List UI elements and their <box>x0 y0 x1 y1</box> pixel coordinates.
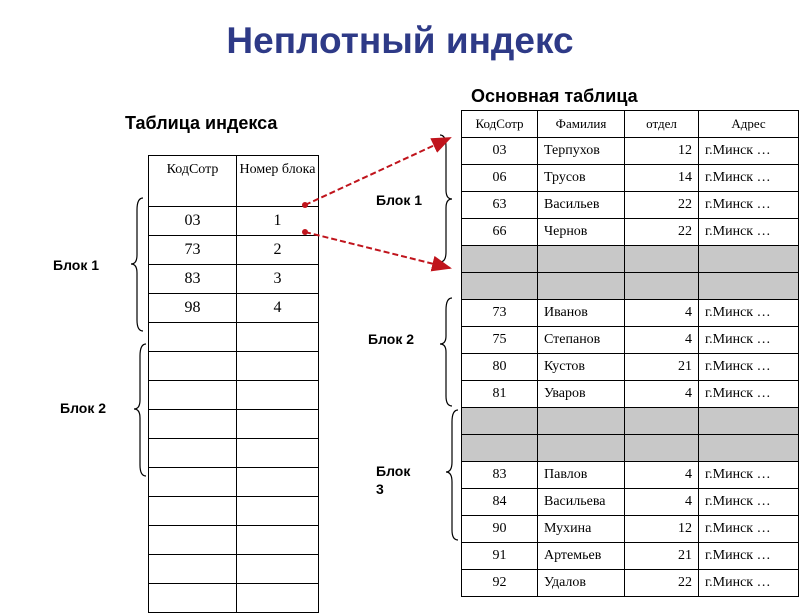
main-cell: Васильева <box>538 489 625 516</box>
index-block-1-label: Блок 1 <box>53 257 100 273</box>
main-cell: 80 <box>462 354 538 381</box>
index-block-2-label: Блок 2 <box>60 400 107 416</box>
main-cell: 14 <box>625 165 699 192</box>
main-cell: 4 <box>625 300 699 327</box>
index-cell: 73 <box>149 236 237 265</box>
main-cell: Кустов <box>538 354 625 381</box>
main-cell: г.Минск … <box>699 462 799 489</box>
index-header-1: Номер блока <box>237 156 319 207</box>
main-cell: 63 <box>462 192 538 219</box>
main-cell: 4 <box>625 462 699 489</box>
main-cell: 12 <box>625 516 699 543</box>
main-cell: г.Минск … <box>699 327 799 354</box>
main-cell: Удалов <box>538 570 625 597</box>
main-cell: 73 <box>462 300 538 327</box>
main-cell: 21 <box>625 354 699 381</box>
main-cell: Уваров <box>538 381 625 408</box>
index-cell: 3 <box>237 265 319 294</box>
main-cell: 21 <box>625 543 699 570</box>
main-cell: 75 <box>462 327 538 354</box>
main-cell: Трусов <box>538 165 625 192</box>
main-cell: г.Минск … <box>699 192 799 219</box>
main-cell: Степанов <box>538 327 625 354</box>
main-header-0: КодСотр <box>462 111 538 138</box>
main-cell: г.Минск … <box>699 300 799 327</box>
main-block-2-brace <box>440 298 452 406</box>
main-block-3-brace <box>446 410 458 540</box>
main-table-caption: Основная таблица <box>471 86 638 106</box>
main-cell: г.Минск … <box>699 138 799 165</box>
main-cell: 22 <box>625 219 699 246</box>
main-block-1-brace <box>440 135 452 262</box>
main-cell: 92 <box>462 570 538 597</box>
index-cell: 4 <box>237 294 319 323</box>
arrow-block-1 <box>305 138 450 205</box>
main-block-1-label: Блок 1 <box>376 192 423 208</box>
main-cell: 90 <box>462 516 538 543</box>
index-cell: 98 <box>149 294 237 323</box>
arrow-block-2 <box>305 232 450 268</box>
main-cell: г.Минск … <box>699 516 799 543</box>
index-block-1-brace <box>131 198 143 331</box>
index-header-0: КодСотр <box>149 156 237 207</box>
main-cell: г.Минск … <box>699 354 799 381</box>
main-header-2: отдел <box>625 111 699 138</box>
main-cell: Мухина <box>538 516 625 543</box>
main-cell: 22 <box>625 192 699 219</box>
main-cell: 4 <box>625 327 699 354</box>
main-cell: 22 <box>625 570 699 597</box>
main-cell: 06 <box>462 165 538 192</box>
page-title: Неплотный индекс <box>226 20 574 61</box>
main-cell: 66 <box>462 219 538 246</box>
main-cell: Артемьев <box>538 543 625 570</box>
main-block-3-text: Блок 3 <box>376 463 411 497</box>
main-cell: 81 <box>462 381 538 408</box>
main-cell: Чернов <box>538 219 625 246</box>
main-cell: Павлов <box>538 462 625 489</box>
main-block-2-label: Блок 2 <box>368 331 415 347</box>
index-cell: 2 <box>237 236 319 265</box>
main-cell: 03 <box>462 138 538 165</box>
index-table-caption: Таблица индекса <box>125 113 278 133</box>
arrow-origin-1 <box>302 202 308 208</box>
index-block-2-brace <box>134 344 146 476</box>
main-header-3: Адрес <box>699 111 799 138</box>
main-cell: г.Минск … <box>699 219 799 246</box>
main-cell: г.Минск … <box>699 165 799 192</box>
main-cell: 91 <box>462 543 538 570</box>
main-cell: Терпухов <box>538 138 625 165</box>
main-cell: Иванов <box>538 300 625 327</box>
main-cell: 4 <box>625 489 699 516</box>
main-cell: г.Минск … <box>699 489 799 516</box>
main-cell: 4 <box>625 381 699 408</box>
arrow-origin-2 <box>302 229 308 235</box>
main-cell: 83 <box>462 462 538 489</box>
index-cell: 1 <box>237 207 319 236</box>
index-cell: 83 <box>149 265 237 294</box>
main-header-1: Фамилия <box>538 111 625 138</box>
main-cell: г.Минск … <box>699 543 799 570</box>
index-cell: 03 <box>149 207 237 236</box>
main-cell: 12 <box>625 138 699 165</box>
main-cell: г.Минск … <box>699 570 799 597</box>
main-cell: 84 <box>462 489 538 516</box>
main-cell: г.Минск … <box>699 381 799 408</box>
main-cell: Васильев <box>538 192 625 219</box>
